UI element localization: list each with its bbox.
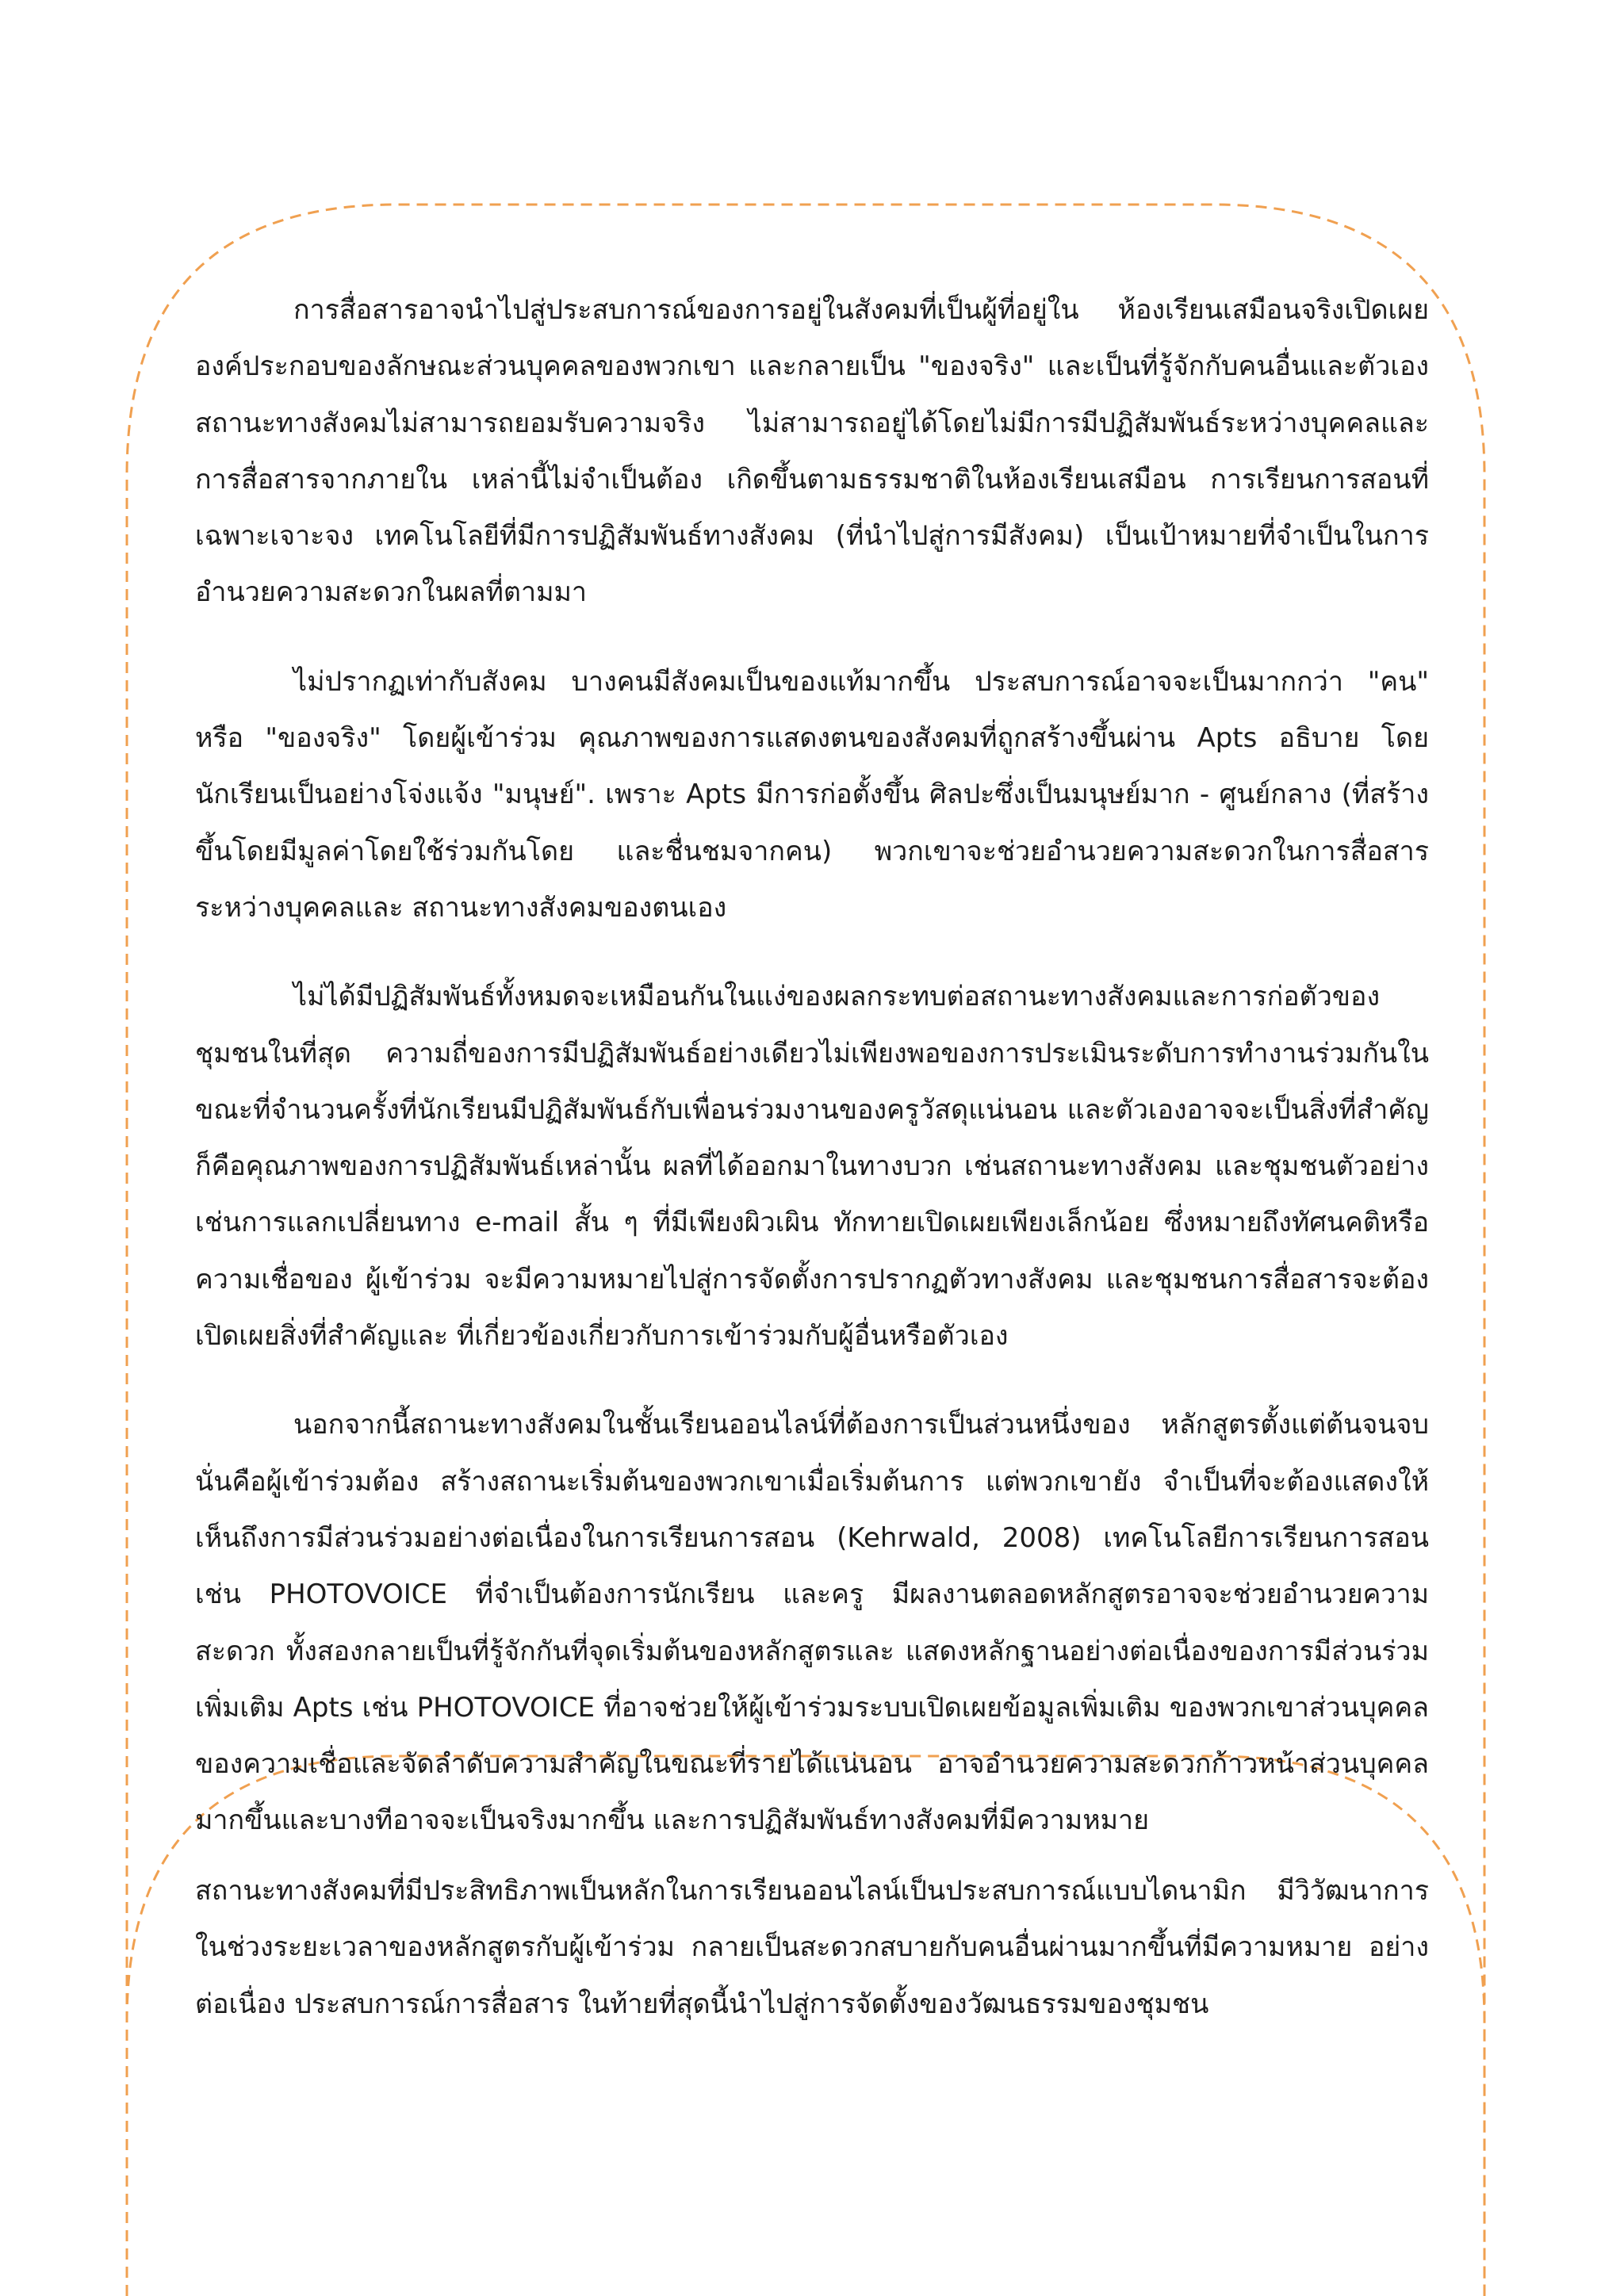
paragraph-1: การสื่อสารอาจนำไปสู่ประสบการณ์ของการอยู่ในสังคมที่เป็นผู้ที่อยู่ใน ห้องเรียนเสมือนจริงเปิดเผยองค์ประกอบของลักษณะส่วนบุคคลของพวกเขา และกลายเป็น "ของจริง" และเป็นที่รู้จักกับคนอื่นและตัวเองสถานะทางสังคมไม่สามารถยอมรับความจริง ไม่สามารถอยู่ได้โดยไม่มีการมีปฏิสัมพันธ์ระหว่างบุคคลและการสื่อสารจากภายใน เหล่านี้ไม่จำเป็นต้อง เกิดขึ้นตามธรรมชาติในห้องเรียนเสมือน การเรียนการสอนที่เฉพาะเจาะจง เทคโนโลยีที่มีการปฏิสัมพันธ์ทางสังคม (ที่นำไปสู่การมีสังคม) เป็นเป้าหมายที่จำเป็นในการอำนวยความสะดวกในผลที่ตามมา bbox=[195, 294, 1429, 609]
paragraph-3: ไม่ได้มีปฏิสัมพันธ์ทั้งหมดจะเหมือนกันในแง่ของผลกระทบต่อสถานะทางสังคมและการก่อตัวของชุมชนในที่สุด ความถี่ของการมีปฏิสัมพันธ์อย่างเดียวไม่เพียงพอของการประเมินระดับการทำงานร่วมกันในขณะที่จำนวนครั้งที่นักเรียนมีปฏิสัมพันธ์กับเพื่อนร่วมงานของครูวัสดุแน่นอน และตัวเองอาจจะเป็นสิ่งที่สำคัญก็คือคุณภาพของการปฏิสัมพันธ์เหล่านั้น ผลที่ได้ออกมาในทางบวก เช่นสถานะทางสังคม และชุมชนตัวอย่างเช่นการแลกเปลี่ยนทาง e-mail สั้น ๆ ที่มีเพียงผิวเผิน ทักทายเปิดเผยเพียงเล็กน้อย ซึ่งหมายถึงทัศนคติหรือความเชื่อของ ผู้เข้าร่วม จะมีความหมายไปสู่การจัดตั้งการปรากฏตัวทางสังคม และชุมชนการสื่อสารจะต้องเปิดเผยสิ่งที่สำคัญและ ที่เกี่ยวข้องเกี่ยวกับการเข้าร่วมกับผู้อื่นหรือตัวเอง bbox=[195, 981, 1429, 1353]
document-body-continued bbox=[195, 1863, 1429, 2033]
paragraph-2: ไม่ปรากฏเท่ากับสังคม บางคนมีสังคมเป็นของแท้มากขึ้น ประสบการณ์อาจจะเป็นมากกว่า "คน" หรือ "ของจริง" โดยผู้เข้าร่วม คุณภาพของการแสดงตนของสังคมที่ถูกสร้างขึ้นผ่าน Apts อธิบาย โดยนักเรียนเป็นอย่างโจ่งแจ้ง "มนุษย์". เพราะ Apts มีการก่อตั้งขึ้น ศิลปะซึ่งเป็นมนุษย์มาก - ศูนย์กลาง (ที่สร้างขึ้นโดยมีมูลค่าโดยใช้ร่วมกันโดย และชื่นชมจากคน) พวกเขาจะช่วยอำนวยความสะดวกในการสื่อสารระหว่างบุคคลและ สถานะทางสังคมของตนเอง bbox=[195, 665, 1429, 924]
paragraph-5: สถานะทางสังคมที่มีประสิทธิภาพเป็นหลักในการเรียนออนไลน์เป็นประสบการณ์แบบไดนามิก มีวิวัฒนาการในช่วงระยะเวลาของหลักสูตรกับผู้เข้าร่วม กลายเป็นสะดวกสบายกับคนอื่นผ่านมากขึ้นที่มีความหมาย อย่างต่อเนื่อง ประสบการณ์การสื่อสาร ในท้ายที่สุดนี้นำไปสู่การจัดตั้งของวัฒนธรรมของชุมชน bbox=[195, 1875, 1429, 2020]
document-body bbox=[195, 282, 1429, 1850]
paragraph-4: นอกจากนี้สถานะทางสังคมในชั้นเรียนออนไลน์ที่ต้องการเป็นส่วนหนึ่งของ หลักสูตรตั้งแต่ต้นจนจบนั่นคือผู้เข้าร่วมต้อง สร้างสถานะเริ่มต้นของพวกเขาเมื่อเริ่มต้นการ แต่พวกเขายัง จำเป็นที่จะต้องแสดงให้เห็นถึงการมีส่วนร่วมอย่างต่อเนื่องในการเรียนการสอน (Kehrwald, 2008) เทคโนโลยีการเรียนการสอนเช่น PHOTOVOICE ที่จำเป็นต้องการนักเรียน และครู มีผลงานตลอดหลักสูตรอาจจะช่วยอำนวยความสะดวก ทั้งสองกลายเป็นที่รู้จักกันที่จุดเริ่มต้นของหลักสูตรและ แสดงหลักฐานอย่างต่อเนื่องของการมีส่วนร่วม เพิ่มเติม Apts เช่น PHOTOVOICE ที่อาจช่วยให้ผู้เข้าร่วมระบบเปิดเผยข้อมูลเพิ่มเติม ของพวกเขาส่วนบุคคลของความเชื่อและจัดลำดับความสำคัญในขณะที่รายได้แน่นอน อาจอำนวยความสะดวกก้าวหน้าส่วนบุคคลมากขึ้นและบางทีอาจจะเป็นจริงมากขึ้น และการปฏิสัมพันธ์ทางสังคมที่มีความหมาย bbox=[195, 1409, 1429, 1837]
